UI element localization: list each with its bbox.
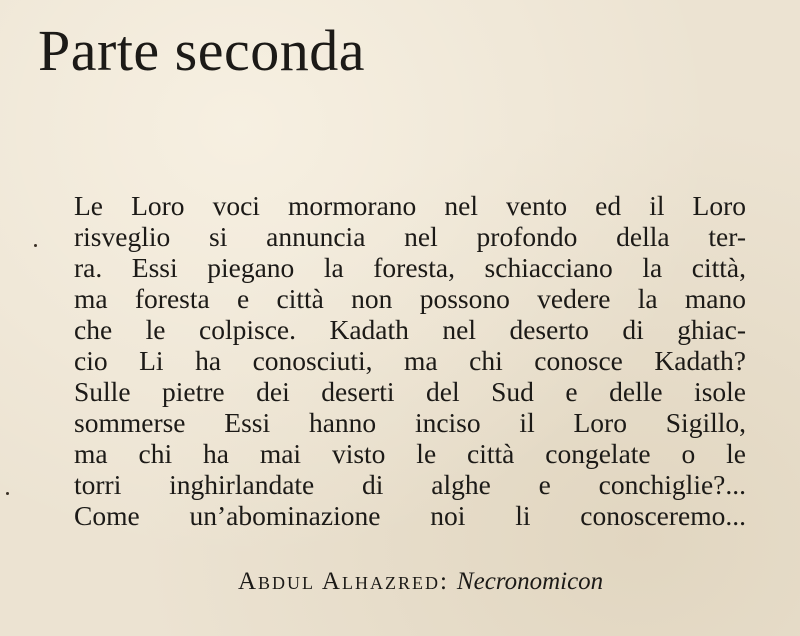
epigraph-line: ma foresta e città non possono vedere la mano bbox=[74, 283, 746, 314]
epigraph-line: sommerse Essi hanno inciso il Loro Sigillo, bbox=[74, 407, 746, 438]
paper-speck bbox=[6, 492, 9, 495]
epigraph-line: Come un’abominazione noi li conosceremo... bbox=[74, 500, 746, 531]
page-title: Parte seconda bbox=[38, 18, 365, 83]
epigraph-attribution bbox=[238, 567, 603, 597]
epigraph-line: Sulle pietre dei deserti del Sud e delle isole bbox=[74, 376, 746, 407]
paper-speck bbox=[34, 244, 37, 247]
epigraph-line: ra. Essi piegano la foresta, schiacciano la città, bbox=[74, 252, 746, 283]
epigraph-quote bbox=[74, 190, 746, 531]
attribution-work: Necronomicon bbox=[456, 568, 604, 595]
epigraph-line: ma chi ha mai visto le città congelate o le bbox=[74, 438, 746, 469]
epigraph-line: risveglio si annuncia nel profondo della ter- bbox=[74, 221, 746, 252]
epigraph-line: torri inghirlandate di alghe e conchiglie?... bbox=[74, 469, 746, 500]
attribution-author: Abdul Alhazred: bbox=[238, 568, 449, 595]
epigraph-line: Le Loro voci mormorano nel vento ed il Loro bbox=[74, 190, 746, 221]
epigraph-line: cio Li ha conosciuti, ma chi conosce Kadath? bbox=[74, 345, 746, 376]
epigraph-line: che le colpisce. Kadath nel deserto di ghiac- bbox=[74, 314, 746, 345]
